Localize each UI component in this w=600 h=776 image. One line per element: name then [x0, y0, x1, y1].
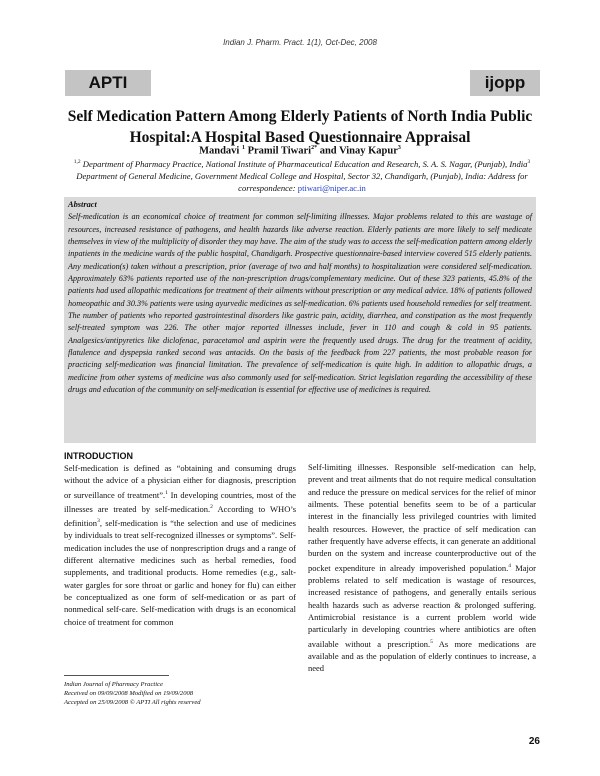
- apti-logo: APTI: [65, 70, 151, 96]
- affiliation-marker: 3: [527, 159, 531, 165]
- footnote-divider: [64, 675, 169, 676]
- footnote: [64, 680, 296, 707]
- body-text: Self-medication is defined as “obtaining and consuming drugs without the advice of a physician either for diagnosis, prescription or surveillance of treatment”.: [64, 463, 296, 500]
- body-text: Major problems related to self medication is wastage of resources, increased resistance of pathogens, and generally entails serious health hazards such as adverse reaction & prolonged suffering. Antimicrobial resistance is a current problem world wide particularly in developing countries where antibiotics are often available without a prescription.: [308, 562, 536, 649]
- citation-ref: 1: [165, 489, 168, 496]
- author-superscript: 3: [397, 145, 401, 151]
- affiliation: [64, 156, 540, 194]
- body-text: , self-medication is “the selection and use of medicines by individuals to treat self-recognized illnesses or symptoms”. Self-medication includes the use of nonprescription drugs and a range of different alternative medicines such as herbal remedies, food supplements, and traditional products. Home remedies (e.g., salt-water gargles for sore throat or garlic and honey for flu) can either be conceptualized as one form of self-medication or as part of nonmedical self-care. Self-medication with drugs is an economical choice of treatment for common: [64, 517, 296, 627]
- article-title: Self Medication Pattern Among Elderly Patients of North India Public Hospital:A Hospital Based Questionnaire Appraisal: [67, 108, 533, 146]
- abstract-heading: Abstract: [68, 200, 97, 209]
- footnote-line: Indian Journal of Pharmacy Practice: [64, 681, 163, 688]
- author-superscript: 2*: [311, 145, 318, 151]
- author-superscript: 1: [241, 145, 245, 151]
- body-column-left: [64, 451, 296, 628]
- journal-reference: Indian J. Pharm. Pract. 1(1), Oct-Dec, 2008: [223, 38, 377, 47]
- body-column-right: [308, 461, 536, 675]
- affiliation-line: Department of General Medicine, Government Medical College and Hospital, Sector 32, Chandigarh, (Punjab), India: Address for correspondence:: [76, 171, 528, 194]
- affiliation-marker: 1,2: [73, 159, 81, 165]
- page-number: 26: [528, 736, 540, 747]
- footnote-line: Received on 09/09/2008 Modified on 19/09/2008: [64, 690, 194, 697]
- correspondence-email-link[interactable]: ptiwari@niper.ac.in: [297, 183, 366, 194]
- body-text: In developing countries, most of the illnesses are treated by self-medication.: [64, 489, 296, 514]
- ijopp-logo: ijopp: [470, 70, 540, 96]
- body-text: Self-limiting illnesses. Responsible self-medication can help, prevent and treat ailments that do not require medical consultation and reduce the pressure on medical services for the relief of minor ailments. These potential benefits seem to be of a particular interest in the financially less privileged countries with limited health resources. However, the practice of self medication can rather frequently have adverse effects, it can generate an additional burden on the system and increase counterproductive out of the pocket expenditure in already impoverished population.: [308, 462, 536, 573]
- citation-ref: 4: [508, 562, 511, 569]
- citation-ref: 5: [430, 638, 433, 645]
- author-name: and Vinay Kapur: [319, 145, 398, 157]
- citation-ref: 2: [210, 503, 213, 510]
- footnote-line: Accepted on 25/09/2008 © APTI All rights reserved: [64, 699, 201, 706]
- abstract-box: [64, 197, 536, 443]
- body-text: As more medications are available and as the population of elderly continues to increase, a need: [308, 638, 536, 674]
- abstract-text: Self-medication is an economical choice of treatment for common self-limiting illnesses. Major problems related to this are wastage of resources, increased resistance of pathogens, and health hazards like adverse reaction. Elderly patients are more likely to self medicate themselves in view of the multiplicity of disorder they may have. The aim of the study was to access the self-medication pattern among elderly inpatients in the medicine wards of the public hospital, Chandigarh. Prospective questionnaire-based interview covered 515 elderly patients. Any medication(s) taken without a prescription, prior (average of two and half months) to hospitalization were considered self-medication. Approximately 63% patients reported use of the non-prescription drugs/complementary medicine. Out of these 323 patients, 45.8% of the patients had used allopathic medications for treatment of their ailments without prescription or any medical advice. 18% of patients followed homeopathic and 30.3% patients were using ayurvedic medicines as self-medication. 6% patients used household remedies for self treatment. The number of patients who reported gastrointestinal disorders like gastric pain, acidity, diarrhea, and constipation as the most frequently self-treated symptom was 226. The other major reported illnesses include, fever in 110 and cough & cold in 95 patients. Analgesics/antipyretics like diclofenac, paracetamol and aspirin were the frequently used drugs. The drug for the treatment of acidity, flatulence and dyspepsia ranked second was antacids. On the basis of the feedback from 227 patients, the most probable reason for practicing self-medication was financial limitation. The prevalence of self-medication is quite high. In addition to allopathic drugs, a medicine from other systems of medicine was also commonly used for self-medication. Strict legislation regarding the accessibility of these drugs and education of the community on self-medication is essential for effective use of medicines is required.: [68, 212, 533, 395]
- body-text: According to WHO’s definition: [64, 503, 297, 528]
- citation-ref: 3: [97, 518, 100, 525]
- author-line: [0, 145, 600, 157]
- author-name: Mandavi: [199, 145, 240, 157]
- author-name: Pramil Tiwari: [247, 145, 312, 157]
- affiliation-line: Department of Pharmacy Practice, National Institute of Pharmaceutical Education and Research, S. A. S. Nagar, (Punjab), India: [82, 158, 528, 169]
- introduction-heading: INTRODUCTION: [64, 451, 133, 461]
